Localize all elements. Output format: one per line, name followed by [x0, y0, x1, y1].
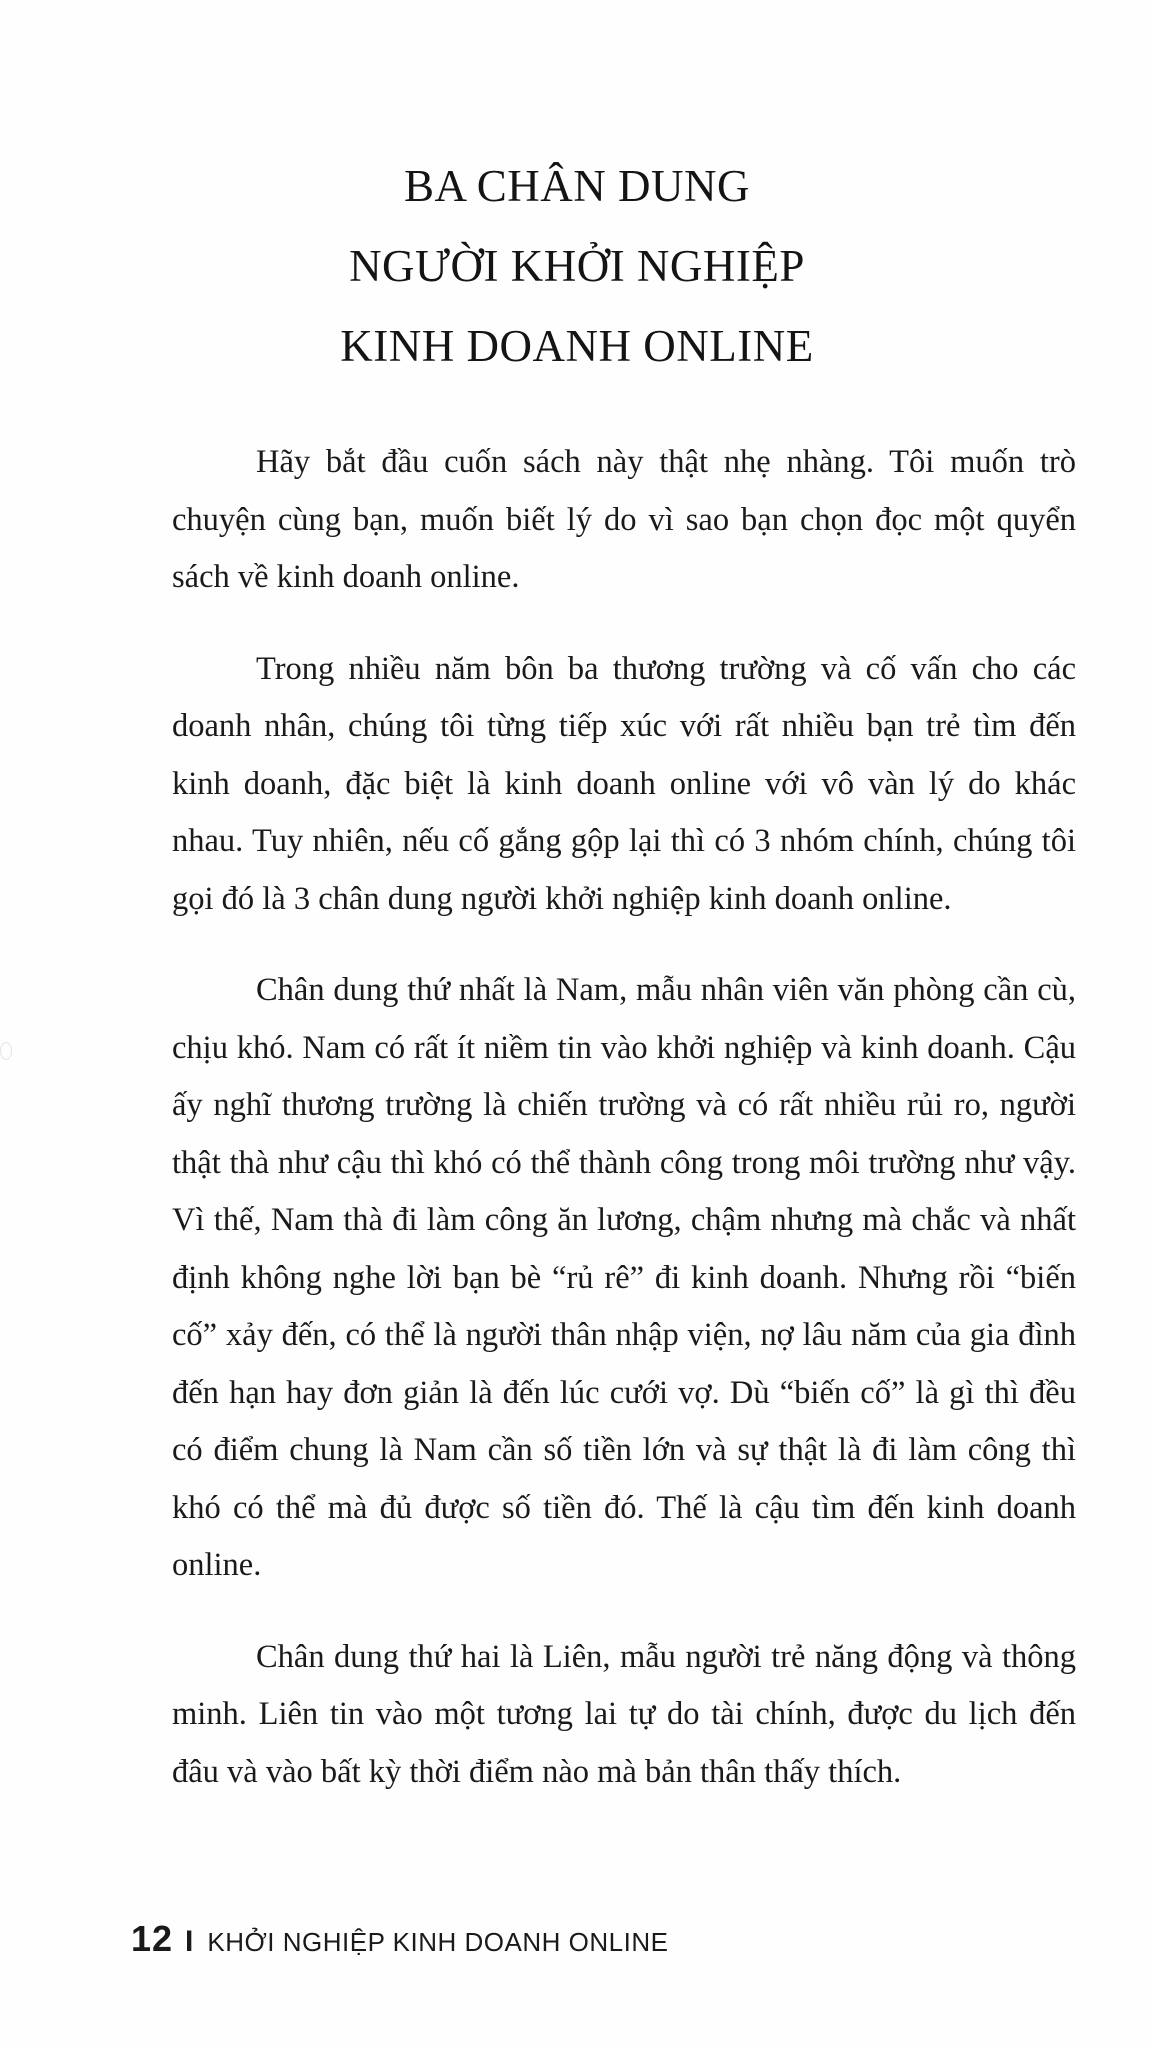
- chapter-title-line-1: BA CHÂN DUNG: [403, 161, 751, 211]
- running-title: KHỞI NGHIỆP KINH DOANH ONLINE: [207, 1927, 669, 1957]
- page-footer: [131, 1918, 668, 1960]
- body-text: [172, 434, 1076, 1835]
- paragraph-portrait-nam: Chân dung thứ nhất là Nam, mẫu nhân viên văn phòng cần cù, chịu khó. Nam có rất ít niềm tin vào khởi nghiệp và kinh doanh. Cậu ấy nghĩ thương trường là chiến trường và có rất nhiều rủi ro, người thật thà như cậu thì khó có thể thành công trong môi trường như vậy. Vì thế, Nam thà đi làm công ăn lương, chậm nhưng mà chắc và nhất định không nghe lời bạn bè “rủ rê” đi kinh doanh. Nhưng rồi “biến cố” xảy đến, có thể là người thân nhập viện, nợ lâu năm của gia đình đến hạn hay đơn giản là đến lúc cưới vợ. Dù “biến cố” là gì thì đều có điểm chung là Nam cần số tiền lớn và sự thật là đi làm công thì khó có thể mà đủ được số tiền đó. Thế là cậu tìm đến kinh doanh online.: [172, 972, 1076, 1583]
- chapter-title: [0, 146, 1154, 386]
- page-edge-mark: [0, 1042, 12, 1060]
- paragraph-intro: Hãy bắt đầu cuốn sách này thật nhẹ nhàng. Tôi muốn trò chuyện cùng bạn, muốn biết lý do vì sao bạn chọn đọc một quyển sách về kinh doanh online.: [172, 444, 1076, 595]
- page-number: 12: [131, 1918, 174, 1959]
- paragraph-portrait-lien: Chân dung thứ hai là Liên, mẫu người trẻ năng động và thông minh. Liên tin vào một tương lai tự do tài chính, được du lịch đến đâu và vào bất kỳ thời điểm nào mà bản thân thấy thích.: [172, 1638, 1076, 1790]
- chapter-title-line-2: NGƯỜI KHỞI NGHIỆP: [349, 241, 805, 291]
- paragraph-three-groups: Trong nhiều năm bôn ba thương trường và cố vấn cho các doanh nhân, chúng tôi từng tiếp xúc với rất nhiều bạn trẻ tìm đến kinh doanh, đặc biệt là kinh doanh online với vô vàn lý do khác nhau. Tuy nhiên, nếu cố gắng gộp lại thì có 3 nhóm chính, chúng tôi gọi đó là 3 chân dung người khởi nghiệp kinh doanh online.: [172, 650, 1076, 917]
- chapter-title-line-3: KINH DOANH ONLINE: [340, 321, 814, 371]
- footer-separator: I: [185, 1925, 194, 1958]
